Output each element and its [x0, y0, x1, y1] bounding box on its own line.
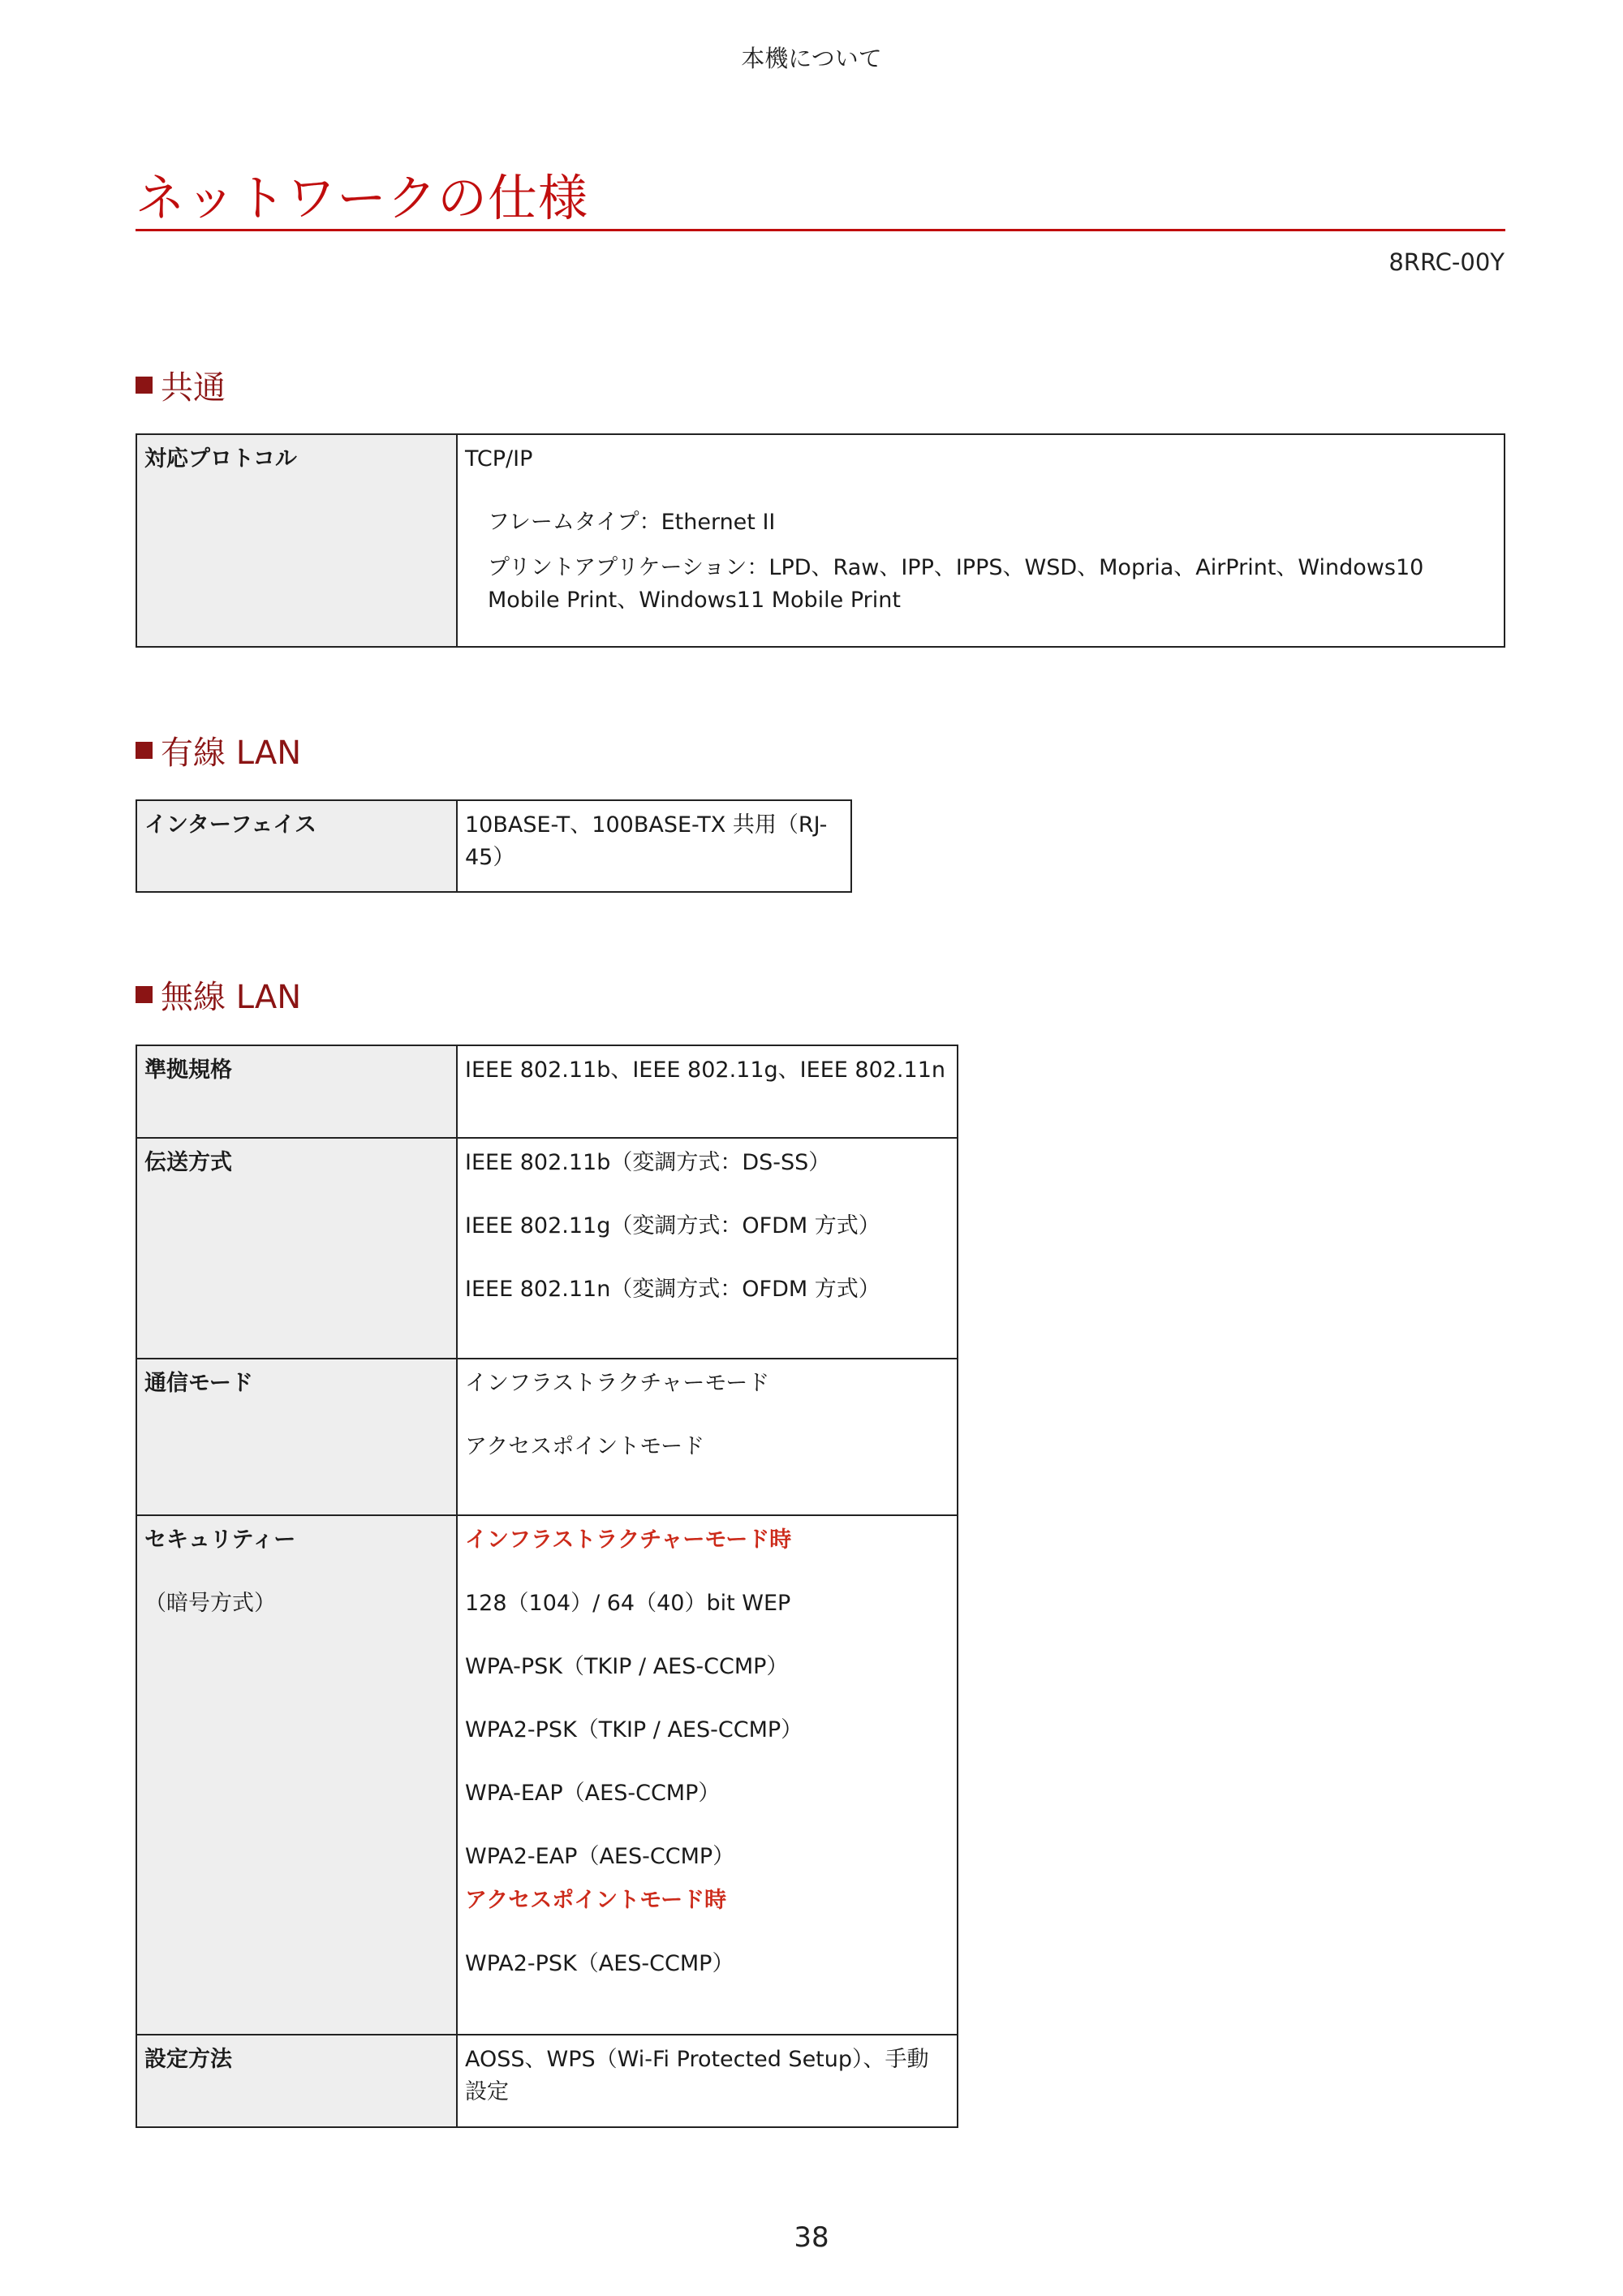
security-label: セキュリティー [144, 1527, 296, 1553]
row-label-comm-mode: 通信モード [136, 1359, 457, 1515]
transmission-value: IEEE 802.11n（変調方式：OFDM 方式） [465, 1277, 880, 1302]
row-label-interface: インターフェイス [136, 800, 457, 892]
table-row [136, 1515, 958, 2035]
table-row [136, 434, 1505, 647]
row-value-interface: 10BASE-T、100BASE-TX 共用（RJ-45） [457, 800, 851, 892]
table-row [136, 1359, 958, 1515]
row-value-security [457, 1515, 958, 2035]
square-bullet-icon [136, 742, 153, 759]
page-title: ネットワークの仕様 [136, 170, 589, 227]
security-sublabel: （暗号方式） [144, 1591, 276, 1616]
section-heading-label: 共通 [161, 369, 226, 407]
wired-spec-table [136, 799, 852, 893]
section-heading-common [136, 362, 226, 408]
row-value-protocol [457, 434, 1505, 647]
protocol-main: TCP/IP [465, 446, 533, 472]
row-value-setup: AOSS、WPS（Wi-Fi Protected Setup）、手動設定 [457, 2035, 958, 2127]
square-bullet-icon [136, 986, 153, 1003]
title-underline [136, 229, 1505, 231]
security-value: WPA-PSK（TKIP / AES-CCMP） [465, 1654, 789, 1679]
ap-mode-heading: アクセスポイントモード時 [465, 1888, 727, 1913]
document-code: 8RRC-00Y [1388, 248, 1505, 276]
row-value-comm-mode [457, 1359, 958, 1515]
wireless-spec-table [136, 1045, 958, 2128]
row-value-standards: IEEE 802.11b、IEEE 802.11g、IEEE 802.11n [457, 1045, 958, 1138]
section-heading-wireless-lan [136, 971, 301, 1018]
row-label-protocol: 対応プロトコル [136, 434, 457, 647]
common-spec-table [136, 433, 1505, 648]
row-label-setup: 設定方法 [136, 2035, 457, 2127]
row-label-transmission: 伝送方式 [136, 1138, 457, 1359]
section-heading-label: 無線 LAN [161, 979, 302, 1016]
row-label-security [136, 1515, 457, 2035]
security-value: WPA2-EAP（AES-CCMP） [465, 1844, 735, 1869]
security-value: WPA-EAP（AES-CCMP） [465, 1781, 721, 1806]
print-applications: プリントアプリケーション：LPD、Raw、IPP、IPPS、WSD、Mopria、AirPrint、Windows10 Mobile Print、Windows11 Mobile Print [488, 555, 1424, 613]
row-label-standards: 準拠規格 [136, 1045, 457, 1138]
table-row [136, 800, 851, 892]
running-head: 本機について [741, 45, 882, 72]
section-heading-wired-lan [136, 727, 301, 773]
table-row [136, 1045, 958, 1138]
table-row [136, 1138, 958, 1359]
security-value: 128（104）/ 64（40）bit WEP [465, 1591, 791, 1616]
infra-mode-heading: インフラストラクチャーモード時 [465, 1527, 792, 1553]
transmission-value: IEEE 802.11g（変調方式：OFDM 方式） [465, 1213, 880, 1238]
square-bullet-icon [136, 377, 153, 394]
section-heading-label: 有線 LAN [161, 734, 302, 772]
comm-mode-value: インフラストラクチャーモード [465, 1371, 770, 1396]
row-value-transmission [457, 1138, 958, 1359]
frame-type: フレームタイプ：Ethernet II [488, 510, 776, 535]
page-number: 38 [794, 2221, 829, 2254]
comm-mode-value: アクセスポイントモード [465, 1434, 705, 1459]
security-value: WPA2-PSK（AES-CCMP） [465, 1951, 734, 1976]
transmission-value: IEEE 802.11b（変調方式：DS-SS） [465, 1150, 831, 1175]
table-row [136, 2035, 958, 2127]
security-value: WPA2-PSK（TKIP / AES-CCMP） [465, 1717, 803, 1742]
